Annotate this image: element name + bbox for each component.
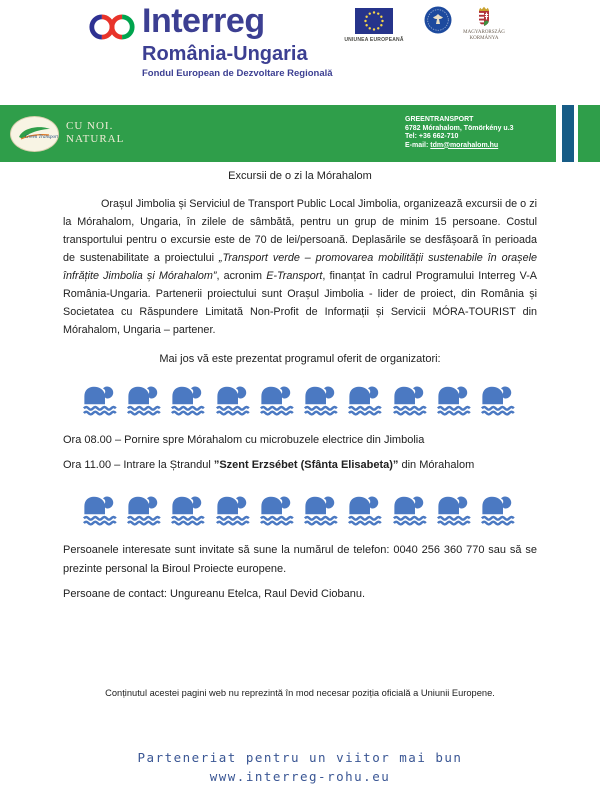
tagline-line1: CU NOI. bbox=[66, 120, 114, 132]
banner-green-edge bbox=[578, 105, 600, 162]
hu-caption-line2: KORMÁNYA bbox=[469, 36, 499, 41]
footer-website: www.interreg-rohu.eu bbox=[209, 769, 391, 784]
interreg-wordmark: Interreg bbox=[142, 2, 265, 40]
wave-icon bbox=[303, 493, 341, 527]
email-label: E-mail: bbox=[405, 141, 431, 149]
green-banner bbox=[0, 105, 556, 162]
footer bbox=[0, 748, 600, 786]
email-link[interactable]: tdm@morahalom.hu bbox=[430, 141, 499, 149]
wave-icon bbox=[126, 383, 164, 417]
wave-icon bbox=[392, 383, 430, 417]
wave-icon bbox=[303, 383, 341, 417]
eu-flag-icon bbox=[355, 8, 393, 34]
wave-icon bbox=[259, 383, 297, 417]
program-intro-line: Mai jos vă este prezentat programul oferit de organizatori: bbox=[159, 353, 441, 365]
greentransport-logo-swoosh-icon bbox=[11, 117, 58, 151]
banner-blue-stripe bbox=[562, 105, 574, 162]
tagline-line2: NATURAL bbox=[66, 133, 125, 145]
hungarian-government-caption bbox=[452, 30, 516, 42]
eu-disclaimer: Conținutul acestei pagini web nu reprezintă în mod necesar poziția oficială a Uniunii Europene. bbox=[105, 688, 495, 698]
wave-icon bbox=[215, 383, 253, 417]
wave-icon bbox=[215, 493, 253, 527]
intro-run: Orașul Jimbolia și Serviciul de Transport Public Local Jimbolia, organizează excursii de o zi la Mórahalom, Ungaria, în zilele de sâmbătă, pentru un grup de minim 15 persoane. Costul transportului pentru o excursie este de 70 de lei/persoană. Deplasările se desfășoară în perioada de sustenabilitate a proiectului bbox=[63, 198, 537, 264]
org-address: 6782 Mórahalom, Tömörkény u.3 bbox=[405, 124, 514, 132]
intro-acronym: E-Transport bbox=[266, 270, 323, 282]
wave-icon bbox=[126, 493, 164, 527]
banner-tagline bbox=[66, 120, 124, 146]
org-phone: Tel: +36 662-710 bbox=[405, 133, 459, 140]
schedule-item-2 bbox=[63, 459, 537, 471]
intro-run: , finanțat în cadrul Programului Interreg V-A România-Ungaria. Partenerii proiectului sunt Orașul Jimbolia - lider de proiect, din România și Societatea cu Răspundere Limitată Non-Profit de Informații și Servicii MÓRA-TOURIST din Mórahalom, Ungaria – partener. bbox=[63, 270, 537, 336]
wave-icon bbox=[170, 493, 208, 527]
wave-icon bbox=[436, 383, 474, 417]
intro-run: , acronim bbox=[216, 270, 267, 282]
document-body bbox=[63, 170, 537, 600]
org-email-row bbox=[405, 142, 514, 151]
wave-divider-row-2 bbox=[82, 493, 518, 527]
svg-text:Green Transport: Green Transport bbox=[25, 135, 58, 140]
wave-icon bbox=[392, 493, 430, 527]
wave-icon bbox=[347, 383, 385, 417]
wave-icon bbox=[82, 383, 120, 417]
schedule-2-run: din Mórahalom bbox=[398, 459, 475, 471]
wave-icon bbox=[480, 493, 518, 527]
wave-icon bbox=[347, 493, 385, 527]
wave-icon bbox=[480, 383, 518, 417]
wave-divider-row-1 bbox=[82, 383, 518, 417]
footer-slogan: Parteneriat pentru un viitor mai bun bbox=[137, 750, 463, 765]
eu-flag-caption: UNIUNEA EUROPEANĂ bbox=[344, 37, 404, 43]
wave-icon bbox=[259, 493, 297, 527]
intro-paragraph bbox=[63, 195, 537, 339]
hu-caption-line1: MAGYARORSZÁG bbox=[463, 30, 505, 35]
contact-paragraph: Persoanele interesate sunt invitate să sune la numărul de telefon: 0040 256 360 770 sau să se prezinte personal la Biroul Proiecte europene. bbox=[63, 544, 537, 575]
wave-icon bbox=[436, 493, 474, 527]
interreg-program-name: România-Ungaria bbox=[142, 43, 308, 65]
schedule-item-1: Ora 08.00 – Pornire spre Mórahalom cu microbuzele electrice din Jimbolia bbox=[63, 434, 425, 446]
greentransport-logo bbox=[10, 116, 59, 152]
page-title: Excursii de o zi la Mórahalom bbox=[228, 170, 372, 182]
banner-contact-block bbox=[405, 116, 514, 150]
schedule-2-run: Ora 11.00 – Intrare la Ștrandul bbox=[63, 459, 214, 471]
romanian-government-seal-icon bbox=[424, 6, 452, 34]
interreg-knot-icon bbox=[88, 10, 136, 44]
wave-icon bbox=[170, 383, 208, 417]
interreg-fund-line: Fondul European de Dezvoltare Regională bbox=[142, 68, 333, 79]
org-name: GREENTRANSPORT bbox=[405, 116, 474, 123]
strand-name: ”Szent Erzsébet (Sfânta Elisabeta)” bbox=[213, 459, 399, 471]
wave-icon bbox=[82, 493, 120, 527]
intro-project-title: „Transport verde – promovarea mobilității sustenabile în orașele înfrățite Jimbolia și Mórahalom” bbox=[63, 252, 537, 282]
contact-persons-line: Persoane de contact: Ungureanu Etelca, Raul Devid Ciobanu. bbox=[63, 588, 366, 600]
hungarian-coat-of-arms-icon bbox=[477, 6, 491, 28]
